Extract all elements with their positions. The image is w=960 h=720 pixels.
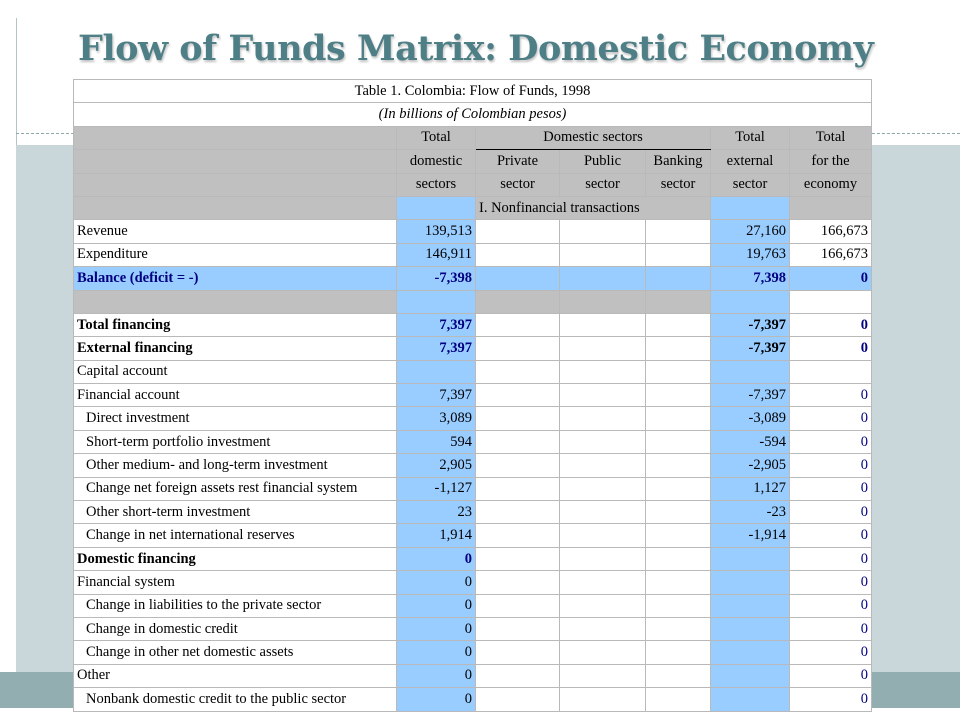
cell-financial-account-domestic: 7,397 xyxy=(397,384,476,407)
cell-short-term-portfolio-external: -594 xyxy=(711,430,790,453)
cell-empty xyxy=(560,243,646,266)
cell-empty xyxy=(646,547,711,570)
cell-empty xyxy=(646,337,711,360)
cell-change-nir-domestic: 1,914 xyxy=(397,524,476,547)
cell-empty xyxy=(560,664,646,687)
cell-other-domestic: 0 xyxy=(397,664,476,687)
cell-empty xyxy=(476,664,560,687)
cell-nonbank-credit-public-domestic: 0 xyxy=(397,688,476,711)
header-total-domestic-2: domestic xyxy=(397,150,476,173)
cell-total-financing-external: -7,397 xyxy=(711,313,790,336)
row-label-financial-system: Financial system xyxy=(74,571,397,594)
table-row xyxy=(74,501,872,524)
cell-change-nfa-rest-domestic: -1,127 xyxy=(397,477,476,500)
section-row-nonfinancial xyxy=(74,196,872,219)
header-total-external-1: Total xyxy=(711,126,790,149)
cell-empty xyxy=(476,290,560,313)
cell-empty xyxy=(646,267,711,290)
cell-empty xyxy=(476,524,560,547)
table-row xyxy=(74,688,872,711)
row-label-direct-investment: Direct investment xyxy=(74,407,397,430)
cell-empty xyxy=(646,290,711,313)
cell-empty xyxy=(711,688,790,711)
cell-expenditure-domestic: 146,911 xyxy=(397,243,476,266)
header-row-1 xyxy=(74,126,872,149)
table-title-row xyxy=(74,80,872,103)
cell-empty xyxy=(476,337,560,360)
cell-empty xyxy=(711,641,790,664)
header-private-1: Private xyxy=(476,150,560,173)
flow-of-funds-table xyxy=(73,79,872,712)
cell-nonbank-credit-public-total: 0 xyxy=(790,688,872,711)
cell-empty xyxy=(476,501,560,524)
cell-other-medium-long-total: 0 xyxy=(790,454,872,477)
cell-empty xyxy=(476,594,560,617)
cell-domestic-financing-total: 0 xyxy=(790,547,872,570)
cell-balance-total: 0 xyxy=(790,267,872,290)
row-label-external-financing: External financing xyxy=(74,337,397,360)
cell-empty xyxy=(476,571,560,594)
header-blank xyxy=(74,173,397,196)
header-domestic-sectors: Domestic sectors xyxy=(476,126,711,149)
cell-empty xyxy=(476,220,560,243)
table-row xyxy=(74,617,872,640)
table-row xyxy=(74,313,872,336)
table-row xyxy=(74,337,872,360)
section-blank xyxy=(74,196,397,219)
cell-empty xyxy=(560,220,646,243)
cell-empty xyxy=(476,384,560,407)
cell-empty xyxy=(560,337,646,360)
cell-empty xyxy=(646,571,711,594)
cell-empty xyxy=(646,617,711,640)
header-total-economy-3: economy xyxy=(790,173,872,196)
cell-domestic-financing-domestic: 0 xyxy=(397,547,476,570)
row-label-change-other-nda: Change in other net domestic assets xyxy=(74,641,397,664)
table-row xyxy=(74,477,872,500)
cell-short-term-portfolio-total: 0 xyxy=(790,430,872,453)
table-row xyxy=(74,220,872,243)
cell-change-nir-total: 0 xyxy=(790,524,872,547)
row-label-nonbank-credit-public: Nonbank domestic credit to the public sector xyxy=(74,688,397,711)
cell-empty xyxy=(476,641,560,664)
cell-empty xyxy=(560,501,646,524)
cell-change-nir-external: -1,914 xyxy=(711,524,790,547)
cell-empty xyxy=(711,664,790,687)
cell-empty xyxy=(560,360,646,383)
cell-empty xyxy=(560,477,646,500)
table-row xyxy=(74,454,872,477)
cell-empty xyxy=(646,454,711,477)
table-row xyxy=(74,384,872,407)
header-row-3 xyxy=(74,173,872,196)
header-total-domestic-1: Total xyxy=(397,126,476,149)
cell-empty xyxy=(476,243,560,266)
cell-empty xyxy=(560,267,646,290)
cell-empty xyxy=(560,547,646,570)
cell-other-short-term-domestic: 23 xyxy=(397,501,476,524)
header-banking-1: Banking xyxy=(646,150,711,173)
cell-empty xyxy=(711,290,790,313)
cell-empty xyxy=(476,430,560,453)
section-blank xyxy=(397,196,476,219)
cell-balance-domestic: -7,398 xyxy=(397,267,476,290)
table-row xyxy=(74,594,872,617)
cell-change-domestic-credit-domestic: 0 xyxy=(397,617,476,640)
cell-other-medium-long-domestic: 2,905 xyxy=(397,454,476,477)
row-label-change-domestic-credit: Change in domestic credit xyxy=(74,617,397,640)
header-total-economy-1: Total xyxy=(790,126,872,149)
cell-empty xyxy=(397,360,476,383)
table-row xyxy=(74,524,872,547)
header-public-1: Public xyxy=(560,150,646,173)
row-label-balance: Balance (deficit = -) xyxy=(74,267,397,290)
cell-change-domestic-credit-total: 0 xyxy=(790,617,872,640)
cell-empty xyxy=(560,384,646,407)
cell-empty xyxy=(790,290,872,313)
cell-other-total: 0 xyxy=(790,664,872,687)
row-label-domestic-financing: Domestic financing xyxy=(74,547,397,570)
row-label-other: Other xyxy=(74,664,397,687)
decorative-left-strip xyxy=(0,145,16,672)
cell-empty xyxy=(476,688,560,711)
cell-empty xyxy=(646,243,711,266)
row-label-total-financing: Total financing xyxy=(74,313,397,336)
header-total-economy-2: for the xyxy=(790,150,872,173)
cell-empty xyxy=(476,407,560,430)
cell-change-nfa-rest-external: 1,127 xyxy=(711,477,790,500)
header-private-2: sector xyxy=(476,173,560,196)
cell-empty xyxy=(646,501,711,524)
cell-direct-investment-total: 0 xyxy=(790,407,872,430)
table-row xyxy=(74,664,872,687)
cell-empty xyxy=(560,688,646,711)
cell-change-other-nda-total: 0 xyxy=(790,641,872,664)
cell-revenue-domestic: 139,513 xyxy=(397,220,476,243)
cell-expenditure-external: 19,763 xyxy=(711,243,790,266)
row-label-expenditure: Expenditure xyxy=(74,243,397,266)
cell-financial-system-domestic: 0 xyxy=(397,571,476,594)
cell-short-term-portfolio-domestic: 594 xyxy=(397,430,476,453)
cell-empty xyxy=(711,571,790,594)
cell-empty xyxy=(476,313,560,336)
table-row xyxy=(74,641,872,664)
cell-change-other-nda-domestic: 0 xyxy=(397,641,476,664)
header-total-domestic-3: sectors xyxy=(397,173,476,196)
table-row xyxy=(74,430,872,453)
cell-financial-account-external: -7,397 xyxy=(711,384,790,407)
header-total-external-3: sector xyxy=(711,173,790,196)
header-banking-2: sector xyxy=(646,173,711,196)
cell-empty xyxy=(476,360,560,383)
table-row xyxy=(74,267,872,290)
row-label-short-term-portfolio: Short-term portfolio investment xyxy=(74,430,397,453)
row-label-change-liab-private: Change in liabilities to the private sector xyxy=(74,594,397,617)
cell-empty xyxy=(711,617,790,640)
cell-empty xyxy=(560,430,646,453)
cell-revenue-total: 166,673 xyxy=(790,220,872,243)
header-blank xyxy=(74,150,397,173)
row-label-other-short-term: Other short-term investment xyxy=(74,501,397,524)
table-row xyxy=(74,360,872,383)
cell-empty xyxy=(646,360,711,383)
table-row xyxy=(74,407,872,430)
cell-empty xyxy=(560,407,646,430)
cell-empty xyxy=(560,524,646,547)
cell-financial-system-total: 0 xyxy=(790,571,872,594)
cell-empty xyxy=(711,594,790,617)
row-label-other-medium-long: Other medium- and long-term investment xyxy=(74,454,397,477)
cell-direct-investment-domestic: 3,089 xyxy=(397,407,476,430)
table-subtitle: (In billions of Colombian pesos) xyxy=(74,103,872,126)
header-row-2 xyxy=(74,150,872,173)
table-title: Table 1. Colombia: Flow of Funds, 1998 xyxy=(74,80,872,103)
section-nonfinancial-label: I. Nonfinancial transactions xyxy=(476,196,711,219)
cell-empty xyxy=(476,617,560,640)
cell-empty xyxy=(646,313,711,336)
cell-empty xyxy=(397,290,476,313)
cell-change-liab-private-domestic: 0 xyxy=(397,594,476,617)
cell-direct-investment-external: -3,089 xyxy=(711,407,790,430)
cell-other-short-term-total: 0 xyxy=(790,501,872,524)
cell-change-nfa-rest-total: 0 xyxy=(790,477,872,500)
header-public-2: sector xyxy=(560,173,646,196)
slide-title: Flow of Funds Matrix: Domestic Economy xyxy=(78,28,874,69)
cell-total-financing-domestic: 7,397 xyxy=(397,313,476,336)
cell-empty xyxy=(476,477,560,500)
table-row xyxy=(74,571,872,594)
cell-empty xyxy=(646,664,711,687)
cell-empty xyxy=(646,430,711,453)
cell-empty xyxy=(711,360,790,383)
cell-empty xyxy=(476,547,560,570)
cell-expenditure-total: 166,673 xyxy=(790,243,872,266)
row-label-financial-account: Financial account xyxy=(74,384,397,407)
cell-other-short-term-external: -23 xyxy=(711,501,790,524)
cell-empty xyxy=(560,571,646,594)
cell-change-liab-private-total: 0 xyxy=(790,594,872,617)
row-label-capital-account: Capital account xyxy=(74,360,397,383)
cell-revenue-external: 27,160 xyxy=(711,220,790,243)
cell-empty xyxy=(560,617,646,640)
cell-empty xyxy=(560,454,646,477)
cell-empty xyxy=(646,477,711,500)
separator-row xyxy=(74,290,872,313)
cell-empty xyxy=(646,641,711,664)
cell-total-financing-total: 0 xyxy=(790,313,872,336)
table-row xyxy=(74,243,872,266)
cell-external-financing-domestic: 7,397 xyxy=(397,337,476,360)
cell-empty xyxy=(560,313,646,336)
cell-empty xyxy=(790,360,872,383)
cell-empty xyxy=(476,267,560,290)
cell-empty xyxy=(560,594,646,617)
cell-empty xyxy=(646,384,711,407)
cell-external-financing-external: -7,397 xyxy=(711,337,790,360)
table-subtitle-row xyxy=(74,103,872,126)
cell-empty xyxy=(711,547,790,570)
section-blank xyxy=(711,196,790,219)
cell-empty xyxy=(476,454,560,477)
cell-empty xyxy=(74,290,397,313)
row-label-change-nir: Change in net international reserves xyxy=(74,524,397,547)
section-blank xyxy=(790,196,872,219)
cell-balance-external: 7,398 xyxy=(711,267,790,290)
cell-financial-account-total: 0 xyxy=(790,384,872,407)
cell-empty xyxy=(646,220,711,243)
cell-empty xyxy=(646,407,711,430)
cell-empty xyxy=(560,290,646,313)
cell-external-financing-total: 0 xyxy=(790,337,872,360)
row-label-revenue: Revenue xyxy=(74,220,397,243)
row-label-change-nfa-rest: Change net foreign assets rest financial system xyxy=(74,477,397,500)
cell-empty xyxy=(646,688,711,711)
cell-empty xyxy=(560,641,646,664)
table-row xyxy=(74,547,872,570)
cell-empty xyxy=(646,594,711,617)
cell-empty xyxy=(646,524,711,547)
header-total-external-2: external xyxy=(711,150,790,173)
cell-other-medium-long-external: -2,905 xyxy=(711,454,790,477)
header-blank xyxy=(74,126,397,149)
